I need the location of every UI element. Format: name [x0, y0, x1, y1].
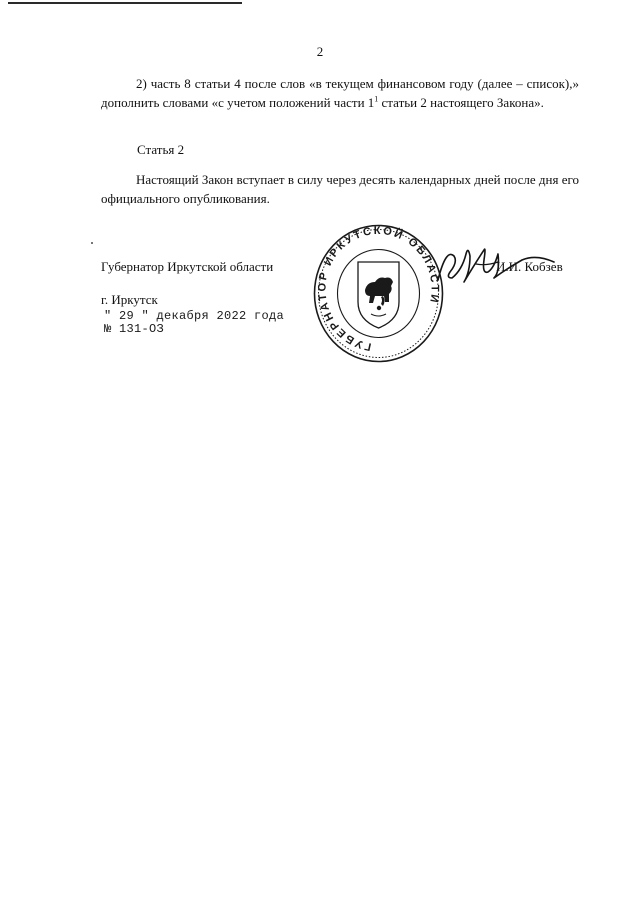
signing-date: " 29 " декабря 2022 года [104, 309, 285, 323]
superscript-1: 1 [374, 94, 379, 104]
signatory-position: Губернатор Иркутской области [101, 259, 274, 274]
effective-date-paragraph: Настоящий Закон вступает в силу через десять календарных дней после дня его официального опубликования. [101, 172, 579, 206]
article-title: Статья 2 [137, 142, 185, 157]
law-number: № 131-ОЗ [104, 322, 165, 336]
page-number: 2 [316, 44, 324, 59]
seal-lettering: ГУБЕРНАТОР ИРКУТСКОЙ ОБЛАСТИ [316, 224, 441, 353]
handwritten-signature [436, 242, 556, 290]
official-seal-icon [313, 224, 444, 363]
amendment-paragraph [101, 74, 579, 112]
amendment-text: 2) часть 8 статьи 4 после слов «в текущем финансовом году (далее – список),» дополнить словами «с учетом положений части 1 [101, 76, 579, 110]
signatory-name: И.И. Кобзев [496, 259, 563, 274]
place-of-signing: г. Иркутск [101, 292, 158, 307]
amendment-text-end: статьи 2 настоящего Закона». [378, 95, 544, 110]
scan-edge-line [8, 2, 242, 4]
scan-speck [91, 242, 93, 244]
